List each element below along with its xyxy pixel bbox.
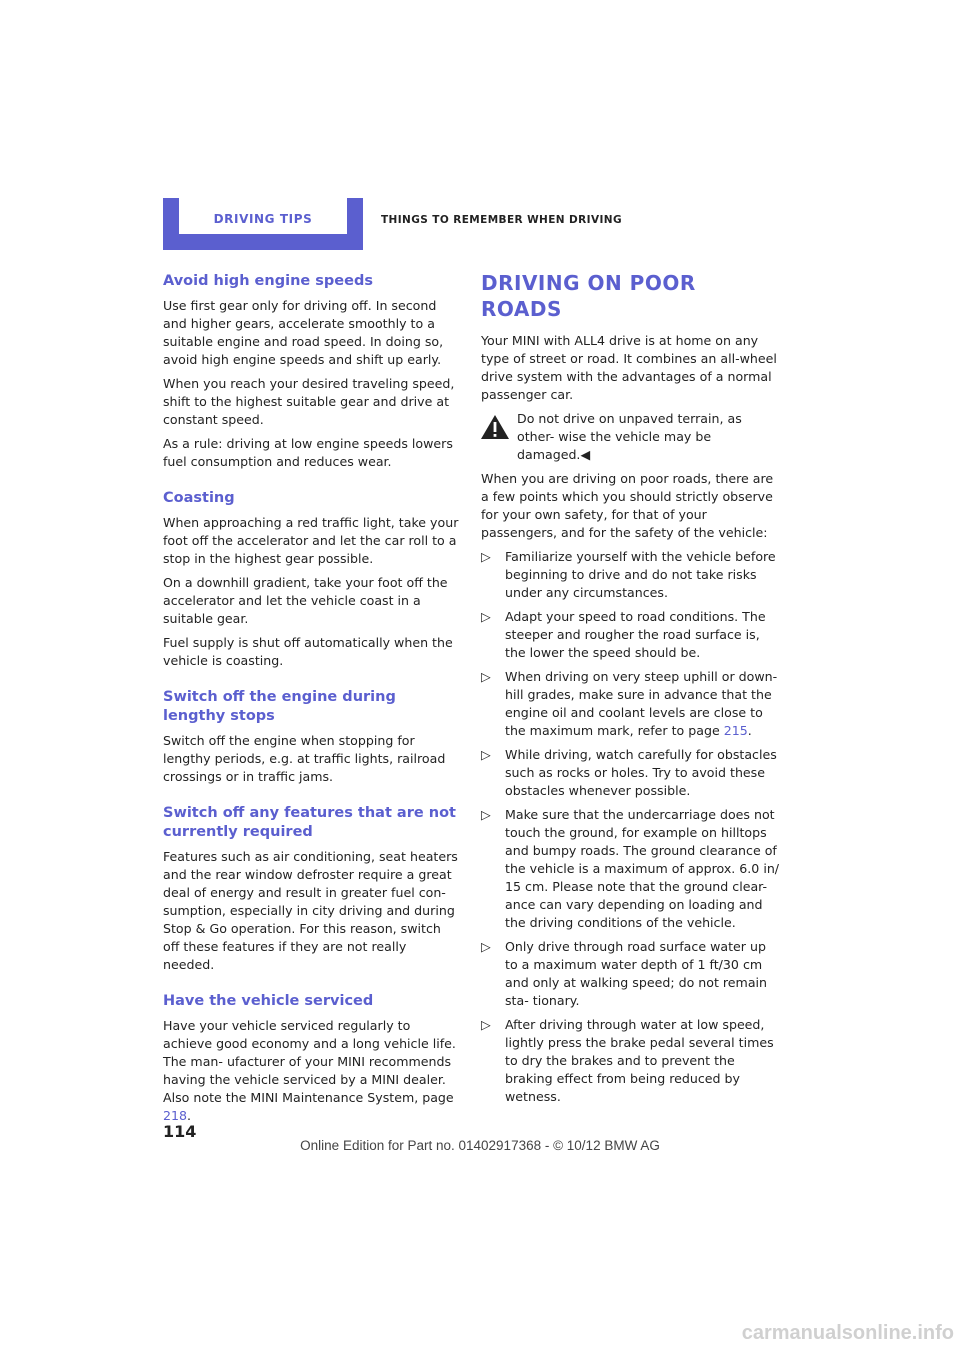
paragraph: On a downhill gradient, take your foot off the accelerator and let the vehicle coast in a suitable gear.	[163, 575, 448, 626]
lead-paragraph: When you are driving on poor roads, there are a few points which you should strictly observe for your own safety, for that of your passengers, and for the safety of the vehicle:	[481, 471, 774, 540]
list-item	[481, 938, 781, 1010]
paragraph: As a rule: driving at low engine speeds lowers fuel consumption and reduces wear.	[163, 436, 453, 469]
bullet-marker: ▷	[481, 1017, 491, 1032]
paragraph: When you reach your desired traveling speed, shift to the highest suitable gear and drive at constant speed.	[163, 376, 455, 427]
page-reference-link[interactable]: 215	[723, 723, 748, 738]
bullet-marker: ▷	[481, 549, 491, 564]
paragraph	[163, 1017, 461, 1125]
list-item-text: Make sure that the undercarriage does not touch the ground, for example on hilltops and bumpy roads. The ground clearance of the vehicle is a maximum of approx. 6.0 in/ 15 cm. Please note that the ground clear- ance can vary depending on loading and the driving conditions of the vehicle.	[505, 807, 780, 930]
page-number: 114	[163, 1122, 197, 1141]
left-column	[163, 272, 461, 1131]
paragraph: When approaching a red traffic light, take your foot off the accelerator and let the car roll to a stop in the highest gear possible.	[163, 515, 459, 566]
warning-note	[481, 410, 781, 464]
heading-switch-off-features: Switch off any features that are not currently required	[163, 805, 456, 840]
list-item	[481, 746, 781, 800]
warning-text-body: Do not drive on unpaved terrain, as other- wise the vehicle may be damaged.	[517, 411, 742, 462]
list-item	[481, 1016, 781, 1106]
list-item-end: .	[747, 723, 752, 738]
heading-coasting: Coasting	[163, 490, 235, 506]
heading-switch-off-engine: Switch off the engine during lengthy stops	[163, 689, 396, 724]
page-reference-link[interactable]: 218	[163, 1108, 188, 1123]
watermark: carmanualsonline.info	[741, 1322, 954, 1344]
end-mark: ◀	[580, 447, 591, 462]
paragraph: Switch off the engine when stopping for lengthy periods, e.g. at traffic lights, railroad crossings or in traffic jams.	[163, 733, 446, 784]
right-column	[481, 272, 781, 1112]
warning-triangle-icon	[480, 414, 510, 440]
edition-footer: Online Edition for Part no. 01402917368 - © 10/12 BMW AG	[300, 1138, 660, 1153]
paragraph-end: .	[187, 1108, 192, 1123]
running-header: THINGS TO REMEMBER WHEN DRIVING	[381, 214, 623, 226]
list-item	[481, 548, 781, 602]
list-item-text: After driving through water at low speed, lightly press the brake pedal several times to dry the brakes and to prevent the braking effect from being reduced by wetness.	[505, 1017, 774, 1104]
heading-avoid-high-engine-speeds: Avoid high engine speeds	[163, 273, 373, 289]
list-item-text: Familiarize yourself with the vehicle before beginning to drive and do not take risks under any circumstances.	[505, 549, 776, 600]
list-item	[481, 806, 781, 932]
list-item-text: While driving, watch carefully for obstacles such as rocks or holes. Try to avoid these obstacles whenever possible.	[505, 747, 777, 798]
paragraph: Use first gear only for driving off. In second and higher gears, accelerate smoothly to a suitable engine and road speed. In doing so, avoid high engine speeds and shift up early.	[163, 298, 444, 367]
bullet-marker: ▷	[481, 747, 491, 762]
bullet-marker: ▷	[481, 807, 491, 822]
section-tab	[163, 198, 363, 250]
heading-driving-on-poor-roads: DRIVING ON POOR ROADS	[481, 271, 696, 321]
bullet-marker: ▷	[481, 939, 491, 954]
list-item-text: Only drive through road surface water up to a maximum water depth of 1 ft/30 cm and only at walking speed; do not remain sta- tionary.	[505, 939, 768, 1008]
list-item-text: Adapt your speed to road conditions. The steeper and rougher the road surface is, the lower the speed should be.	[505, 609, 766, 660]
list-item-text: When driving on very steep uphill or down- hill grades, make sure in advance that the engine oil and coolant levels are close to the maximum mark, refer to page	[505, 669, 778, 738]
heading-vehicle-serviced: Have the vehicle serviced	[163, 993, 374, 1009]
paragraph: Fuel supply is shut off automatically when the vehicle is coasting.	[163, 635, 453, 668]
paragraph: Features such as air conditioning, seat heaters and the rear window defroster require a great deal of energy and result in greater fuel con- sumption, especially in city driving and during Stop & Go operation. For this reason, switch off these features if they are not really needed.	[163, 849, 458, 972]
precaution-list	[481, 548, 781, 1106]
paragraph-text: Have your vehicle serviced regularly to achieve good economy and a long vehicle life. The man- ufacturer of your MINI recommends having the vehicle serviced by a MINI dealer. Also note the MINI Maintenance System, page	[163, 1018, 456, 1105]
intro-paragraph: Your MINI with ALL4 drive is at home on any type of street or road. It combines an all-wheel drive system with the advantages of a normal passenger car.	[481, 333, 777, 402]
bullet-marker: ▷	[481, 609, 491, 624]
bullet-marker: ▷	[481, 669, 491, 684]
warning-text	[517, 410, 781, 464]
section-tab-label: DRIVING TIPS	[179, 198, 347, 234]
list-item	[481, 668, 781, 740]
list-item	[481, 608, 781, 662]
